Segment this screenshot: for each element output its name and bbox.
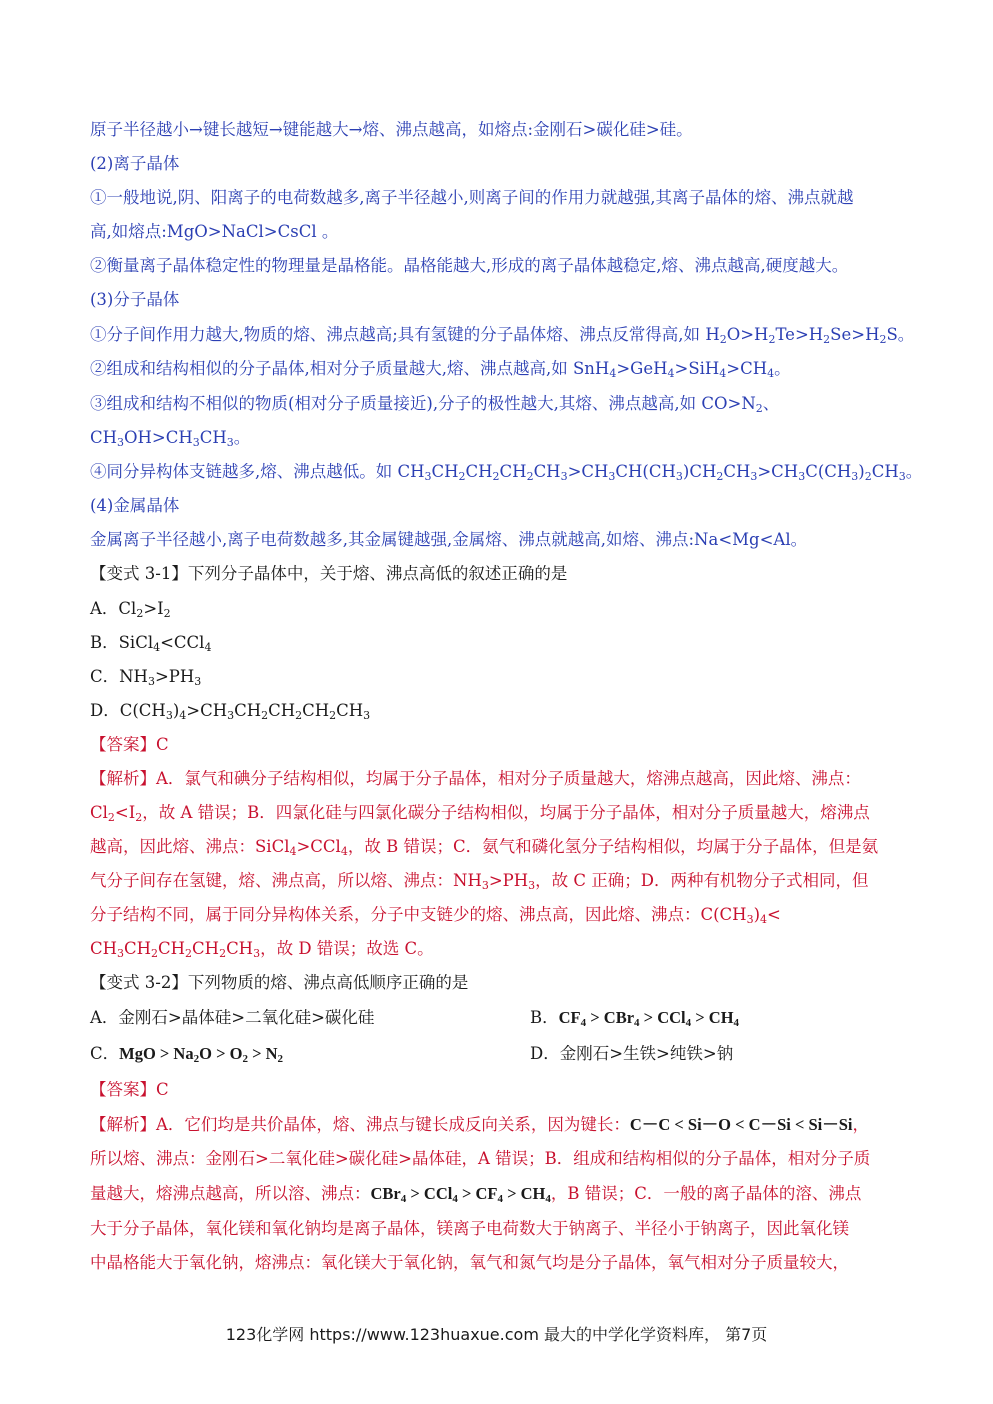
answer-line (90, 1078, 913, 1102)
answer-value: C (156, 1080, 169, 1099)
options-row (90, 1006, 913, 1030)
option-d: D．金刚石>生铁>纯铁>钠 (530, 1044, 734, 1063)
formula: $CH_3CH_2CH_2CH_2CH_3>CH_3CH(CH_3)CH_2CH_3>CH_3C(CH_3)_2CH_3$。 (397, 462, 923, 483)
answer-label: 【答案】 (90, 735, 156, 754)
analysis-line: 【解析】A．氯气和碘分子结构相似，均属于分子晶体，相对分子质量越大，熔沸点越高，因此熔、沸点： (90, 769, 861, 788)
text-span: ④同分异构体支链越多,熔、沸点越低。如 (90, 462, 393, 481)
section-heading: (3)分子晶体 (90, 290, 180, 309)
text-span: ①分子间作用力越大,物质的熔、沸点越高;具有氢键的分子晶体熔、沸点反常得高,如 (90, 325, 701, 344)
text-line: 金属离子半径越小,离子电荷数越多,其金属键越强,金属熔、沸点就越高,如熔、沸点:Na<Mg<Al。 (90, 530, 808, 549)
question-label: 【变式 3-1】 (90, 564, 188, 583)
answer-label: 【答案】 (90, 1080, 156, 1099)
analysis-line: 所以熔、沸点：金刚石>二氧化硅>碳化硅>晶体硅，A 错误；B．组成和结构相似的分子晶体，相对分子质 (90, 1149, 871, 1168)
text-line: 原子半径越小→键长越短→键能越大→熔、沸点越高，如熔点:金刚石>碳化硅>硅。 (90, 120, 693, 139)
analysis-line: 量越大，熔沸点越高，所以溶、沸点：$CBr_4 > CCl_4 > CF_4 > CH_4$，B 错误；C．一般的离子晶体的溶、沸点 (90, 1184, 862, 1205)
question-text: 下列分子晶体中，关于熔、沸点高低的叙述正确的是 (187, 564, 568, 583)
text-line: 高,如熔点:MgO>NaCl>CsCl 。 (90, 222, 339, 241)
text-line (90, 460, 923, 484)
analysis-line: 越高，因此熔、沸点：SiCl$_4$>CCl$_4$，故 B 错误；C．氨气和磷化氢分子结构相似，均属于分子晶体，但是氨 (90, 837, 879, 858)
text-line: ①一般地说,阴、阳离子的电荷数越多,离子半径越小,则离子间的作用力就越强,其离子晶体的熔、沸点就越 (90, 188, 854, 207)
text-span: ③组成和结构不相似的物质(相对分子质量接近),分子的极性越大,其熔、沸点越高,如 (90, 394, 697, 413)
question-text: 下列物质的熔、沸点高低顺序正确的是 (187, 973, 469, 992)
formula: $CH_3OH>CH_3CH_3$。 (90, 428, 251, 449)
option-a: A．$Cl_2>I_2$ (90, 599, 171, 620)
option-c: C．$NH_3>PH_3$ (90, 667, 202, 688)
option-d: D．$C(CH_3)_4>CH_3CH_2CH_2CH_2CH_3$ (90, 701, 371, 722)
option-a: A．金刚石>晶体硅>二氧化硅>碳化硅 (90, 1008, 375, 1027)
answer-value: C (156, 735, 169, 754)
answer-line (90, 733, 913, 757)
analysis-line: 大于分子晶体，氧化镁和氧化钠均是离子晶体，镁离子电荷数大于钠离子、半径小于钠离子，因此氧化镁 (90, 1219, 849, 1238)
question-stem (90, 971, 913, 995)
analysis-label: 【解析】 (90, 769, 156, 788)
question-stem (90, 562, 913, 586)
options-row (90, 1042, 913, 1066)
analysis-line: $CH_3CH_2CH_2CH_2CH_3$，故 D 错误；故选 C。 (90, 939, 434, 960)
analysis-label: 【解析】 (90, 1115, 156, 1134)
option-b: B．$CF_4 > CBr_4 > CCl_4 > CH_4$ (530, 1008, 740, 1029)
text-line (90, 323, 913, 347)
page-footer: 123化学网 https://www.123huaxue.com 最大的中学化学资料库， 第7页 (225, 1325, 768, 1344)
section-heading: (2)离子晶体 (90, 154, 180, 173)
option-c: C．MgO > $Na_2O > O_2 > N_2$ (90, 1044, 284, 1065)
text-line (90, 392, 913, 416)
analysis-line: 气分子间存在氢键，熔、沸点高，所以熔、沸点：$NH_3>PH_3$，故 C 正确；D．两种有机物分子式相同，但 (90, 871, 869, 892)
text-line (90, 357, 913, 381)
analysis-line: $Cl_2<I_2$，故 A 错误；B．四氯化硅与四氯化碳分子结构相似，均属于分子晶体，相对分子质量越大，熔沸点 (90, 803, 870, 824)
analysis-line: 【解析】A．它们均是共价晶体，熔、沸点与键长成反向关系，因为键长：C－C < Si－O < C－Si < Si－Si， (90, 1115, 870, 1134)
formula: $H_2O>H_2Te>H_2Se>H_2S$。 (705, 325, 915, 346)
section-heading: (4)金属晶体 (90, 496, 180, 515)
option-b: B．SiCl$_4$<CCl$_4$ (90, 633, 212, 654)
question-label: 【变式 3-2】 (90, 973, 188, 992)
analysis-line: 中晶格能大于氧化钠，熔沸点：氧化镁大于氧化钠，氧气和氮气均是分子晶体，氧气相对分子质量较大， (90, 1253, 849, 1272)
analysis-line: 分子结构不同，属于同分异构体关系，分子中支链少的熔、沸点高，因此熔、沸点：$C(CH_3)_4<$ (90, 905, 781, 926)
formula: $SnH_4>GeH_4>SiH_4>CH_4$。 (573, 359, 791, 380)
formula: $CO>N_2$、 (701, 394, 780, 415)
text-line: ②衡量离子晶体稳定性的物理量是晶格能。晶格能越大,形成的离子晶体越稳定,熔、沸点越高,硬度越大。 (90, 256, 849, 275)
text-span: ②组成和结构相似的分子晶体,相对分子质量越大,熔、沸点越高,如 (90, 359, 568, 378)
